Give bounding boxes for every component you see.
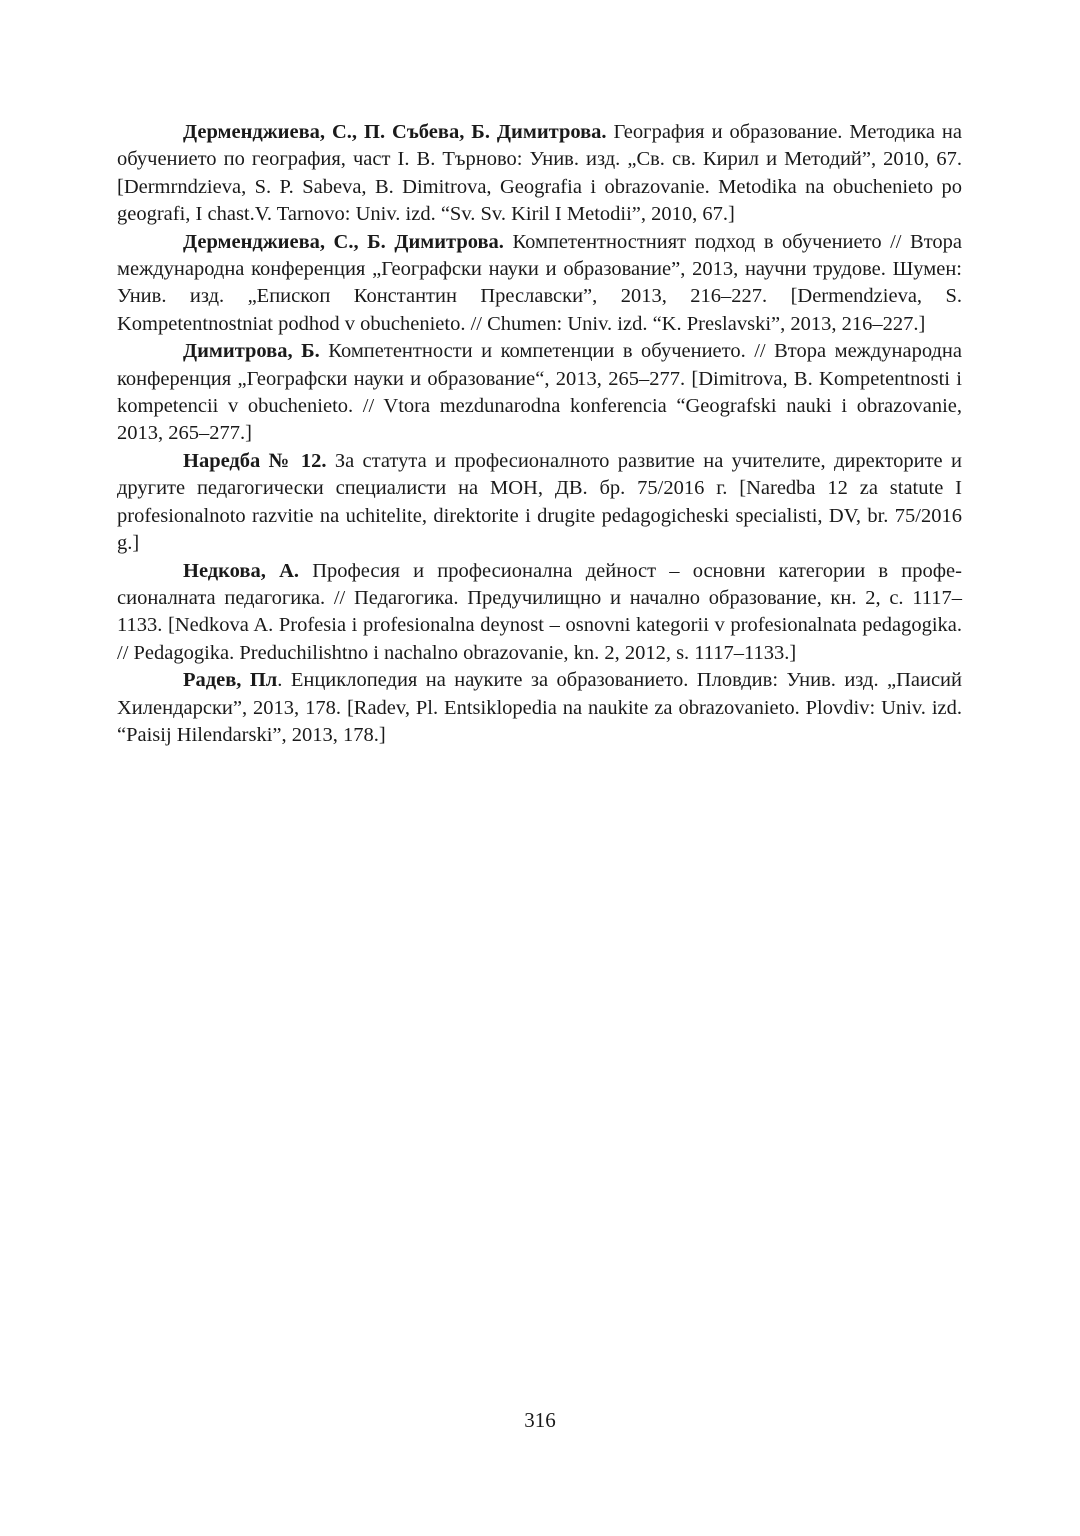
reference-author: Дерменджиева, С., П. Събева, Б. Димитрова. — [183, 121, 607, 143]
reference-text: . Енциклопедия на науките за образованието. Пловдив: Унив. изд. „Паисий Хилендарски”, 2013, 178. [Radev, Pl. Entsiklopedia na naukite za obrazovanieto. Plovdiv: Univ. izd. “Paisij Hilendarski”, 2013, 178.] — [117, 669, 962, 746]
reference-entry — [117, 119, 962, 229]
reference-author: Дерменджиева, С., Б. Димитрова. — [183, 230, 504, 253]
reference-text: За статута и професионалното развитие на учителите, директорите и другите педагогически специалисти на МОН, ДВ. бр. 75/2016 г. [Naredba 12 za statute I profesionalnoto razvitie na uchitelite, direktorite i drugite pedagogicheski specialisti, DV, br. 75/2016 g.] — [117, 449, 962, 555]
page-number: 316 — [524, 1408, 556, 1432]
reference-text: География и образование. Методика на обучението по география, част I. В. Търново: Унив. изд. „Св. св. Кирил и Методий”, 2010, 67. [Dermrndzieva, S. P. Sabeva, B. Dimitrova, Geografia i obrazovanie. Metodika na obuchenieto po geografi, I chast.V. Tarnovo: Univ. izd. “Sv. Sv. Kiril I Metodii”, 2010, 67.] — [117, 121, 962, 226]
reference-author: Недкова, А. — [183, 559, 300, 582]
reference-text: Компетентности и компетенции в обучението. // Втора международна конференция „Географски науки и образование“, 2013, 265–277. [Dimitrova, B. Kompetentnosti i kompetencii v obuchenieto. // Vtora mezdunarodna konferencia “Geografski nauki i obrazovanie, 2013, 265–277.] — [117, 340, 963, 445]
reference-author: Радев, Пл — [183, 669, 278, 692]
reference-entry — [117, 558, 962, 668]
reference-entry — [117, 229, 962, 339]
reference-entry — [117, 448, 962, 558]
reference-entry — [117, 338, 962, 448]
reference-text: Професия и професионална дейност – основни категории в професионалната педагогика. // Педагогика. Предучилищно и начално образование, кн. 2, с. 1117–1133. [Nedkova A. Profesia i profesionalna deynost – osnovni kategorii v profesionalnata pedagogika. // Pedagogika. Preduchilishtno i nachalno obrazovanie, kn. 2, 2012, s. 1117–1133.] — [117, 559, 962, 664]
reference-author: Димитрова, Б. — [183, 340, 320, 363]
reference-list — [117, 119, 962, 749]
reference-entry — [117, 667, 962, 749]
reference-author: Наредба № 12. — [183, 449, 327, 472]
reference-text: Компетентностният подход в обучението // Втора международна конференция „Географски науки и образование”, 2013, научни трудове. Шумен: Унив. изд. „Епископ Константин Преславски”, 2013, 216–227. [Dermendzieva, S. Kompetentnostniat podhod v obuchenieto. // Chumen: Univ. izd. “K. Preslavski”, 2013, 216–227.] — [117, 230, 962, 335]
